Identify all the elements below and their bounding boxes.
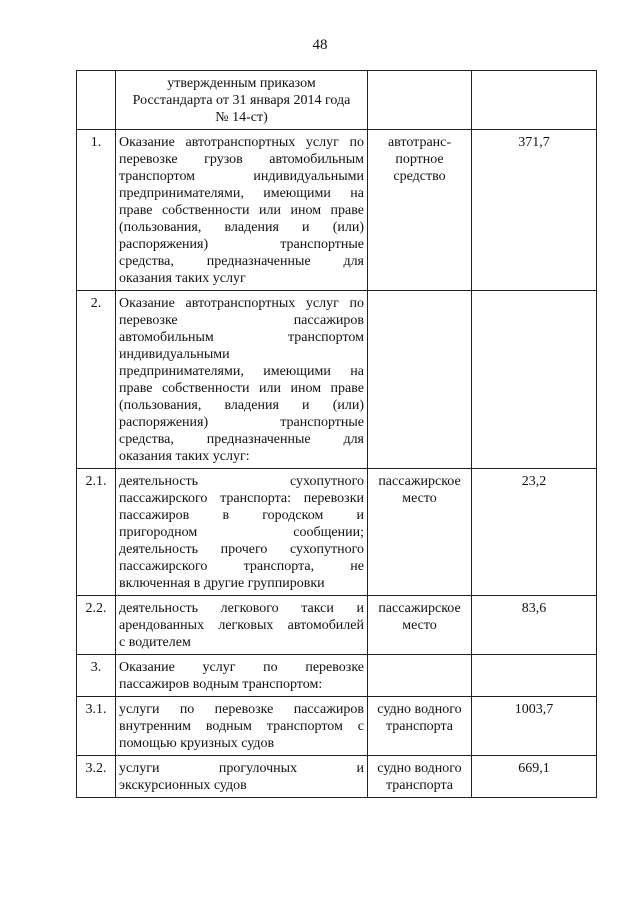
description-line: Оказание автотранспортных услуг по — [119, 296, 364, 311]
row-description — [116, 756, 368, 798]
table-body — [77, 71, 597, 798]
row-description — [116, 469, 368, 596]
table-row — [77, 756, 597, 798]
description-line: Росстандарта от 31 января 2014 года — [132, 93, 351, 108]
table-row — [77, 469, 597, 596]
row-value: 669,1 — [472, 756, 597, 798]
description-line: № 14-ст) — [215, 110, 268, 125]
services-table — [76, 70, 597, 798]
row-unit: пассажирское место — [368, 469, 472, 596]
row-unit: автотранс-портное средство — [368, 130, 472, 291]
row-number: 3.1. — [77, 697, 116, 756]
row-number: 3. — [77, 655, 116, 697]
description-line: Оказание автотранспортных услуг по — [119, 135, 364, 150]
description-line: пассажиров водным транспортом: — [119, 677, 323, 692]
row-value: 371,7 — [472, 130, 597, 291]
description-line: экскурсионных судов — [119, 778, 247, 793]
row-value — [472, 71, 597, 130]
table-row — [77, 71, 597, 130]
description-line: внутренним водным транспортом с — [119, 719, 364, 734]
row-value — [472, 291, 597, 469]
row-description — [116, 655, 368, 697]
row-description — [116, 697, 368, 756]
description-line: деятельность легкового такси и — [119, 601, 364, 616]
table-row — [77, 655, 597, 697]
description-line: оказания таких услуг — [119, 271, 246, 286]
description-line: средства, предназначенные для — [119, 432, 364, 447]
table-row — [77, 697, 597, 756]
row-value — [472, 655, 597, 697]
row-value: 23,2 — [472, 469, 597, 596]
row-value: 1003,7 — [472, 697, 597, 756]
row-number: 2.1. — [77, 469, 116, 596]
description-line: пассажиров в городском и — [119, 508, 364, 523]
description-line: услуги прогулочных и — [119, 761, 364, 776]
description-line: утвержденным приказом — [167, 76, 316, 91]
description-line: предпринимателями, имеющими на — [119, 186, 364, 201]
row-number: 1. — [77, 130, 116, 291]
description-line: индивидуальными — [119, 347, 230, 362]
description-line: (пользования, владения и (или) — [119, 398, 364, 413]
row-unit — [368, 655, 472, 697]
description-line: оказания таких услуг: — [119, 449, 250, 464]
description-line: предпринимателями, имеющими на — [119, 364, 364, 379]
row-unit — [368, 71, 472, 130]
table-row — [77, 130, 597, 291]
description-line: с водителем — [119, 635, 191, 650]
row-number: 2.2. — [77, 596, 116, 655]
table-row — [77, 291, 597, 469]
description-line: помощью круизных судов — [119, 736, 275, 751]
description-line: пригородном сообщении; — [119, 525, 364, 540]
description-line: праве собственности или ином праве — [119, 381, 364, 396]
table-row — [77, 596, 597, 655]
row-description — [116, 130, 368, 291]
row-number — [77, 71, 116, 130]
row-unit: судно водного транспорта — [368, 756, 472, 798]
description-line: распоряжения) транспортные — [119, 237, 364, 252]
description-line: транспортом индивидуальными — [119, 169, 364, 184]
row-unit: судно водного транспорта — [368, 697, 472, 756]
row-unit — [368, 291, 472, 469]
description-line: включенная в другие группировки — [119, 576, 325, 591]
description-line: арендованных легковых автомобилей — [119, 618, 364, 633]
description-line: (пользования, владения и (или) — [119, 220, 364, 235]
description-line: пассажирского транспорта: перевозки — [119, 491, 364, 506]
page-number: 48 — [312, 37, 328, 53]
description-line: распоряжения) транспортные — [119, 415, 364, 430]
description-line: праве собственности или ином праве — [119, 203, 364, 218]
row-description — [116, 596, 368, 655]
row-unit: пассажирское место — [368, 596, 472, 655]
description-line: перевозке грузов автомобильным — [119, 152, 364, 167]
row-number: 3.2. — [77, 756, 116, 798]
description-line: Оказание услуг по перевозке — [119, 660, 364, 675]
description-line: автомобильным транспортом — [119, 330, 364, 345]
row-description — [116, 71, 368, 130]
row-value: 83,6 — [472, 596, 597, 655]
description-line: услуги по перевозке пассажиров — [119, 702, 364, 717]
description-line: деятельность сухопутного — [119, 474, 364, 489]
description-line: средства, предназначенные для — [119, 254, 364, 269]
row-description — [116, 291, 368, 469]
description-line: перевозке пассажиров — [119, 313, 364, 328]
description-line: деятельность прочего сухопутного — [119, 542, 364, 557]
description-line: пассажирского транспорта, не — [119, 559, 364, 574]
row-number: 2. — [77, 291, 116, 469]
